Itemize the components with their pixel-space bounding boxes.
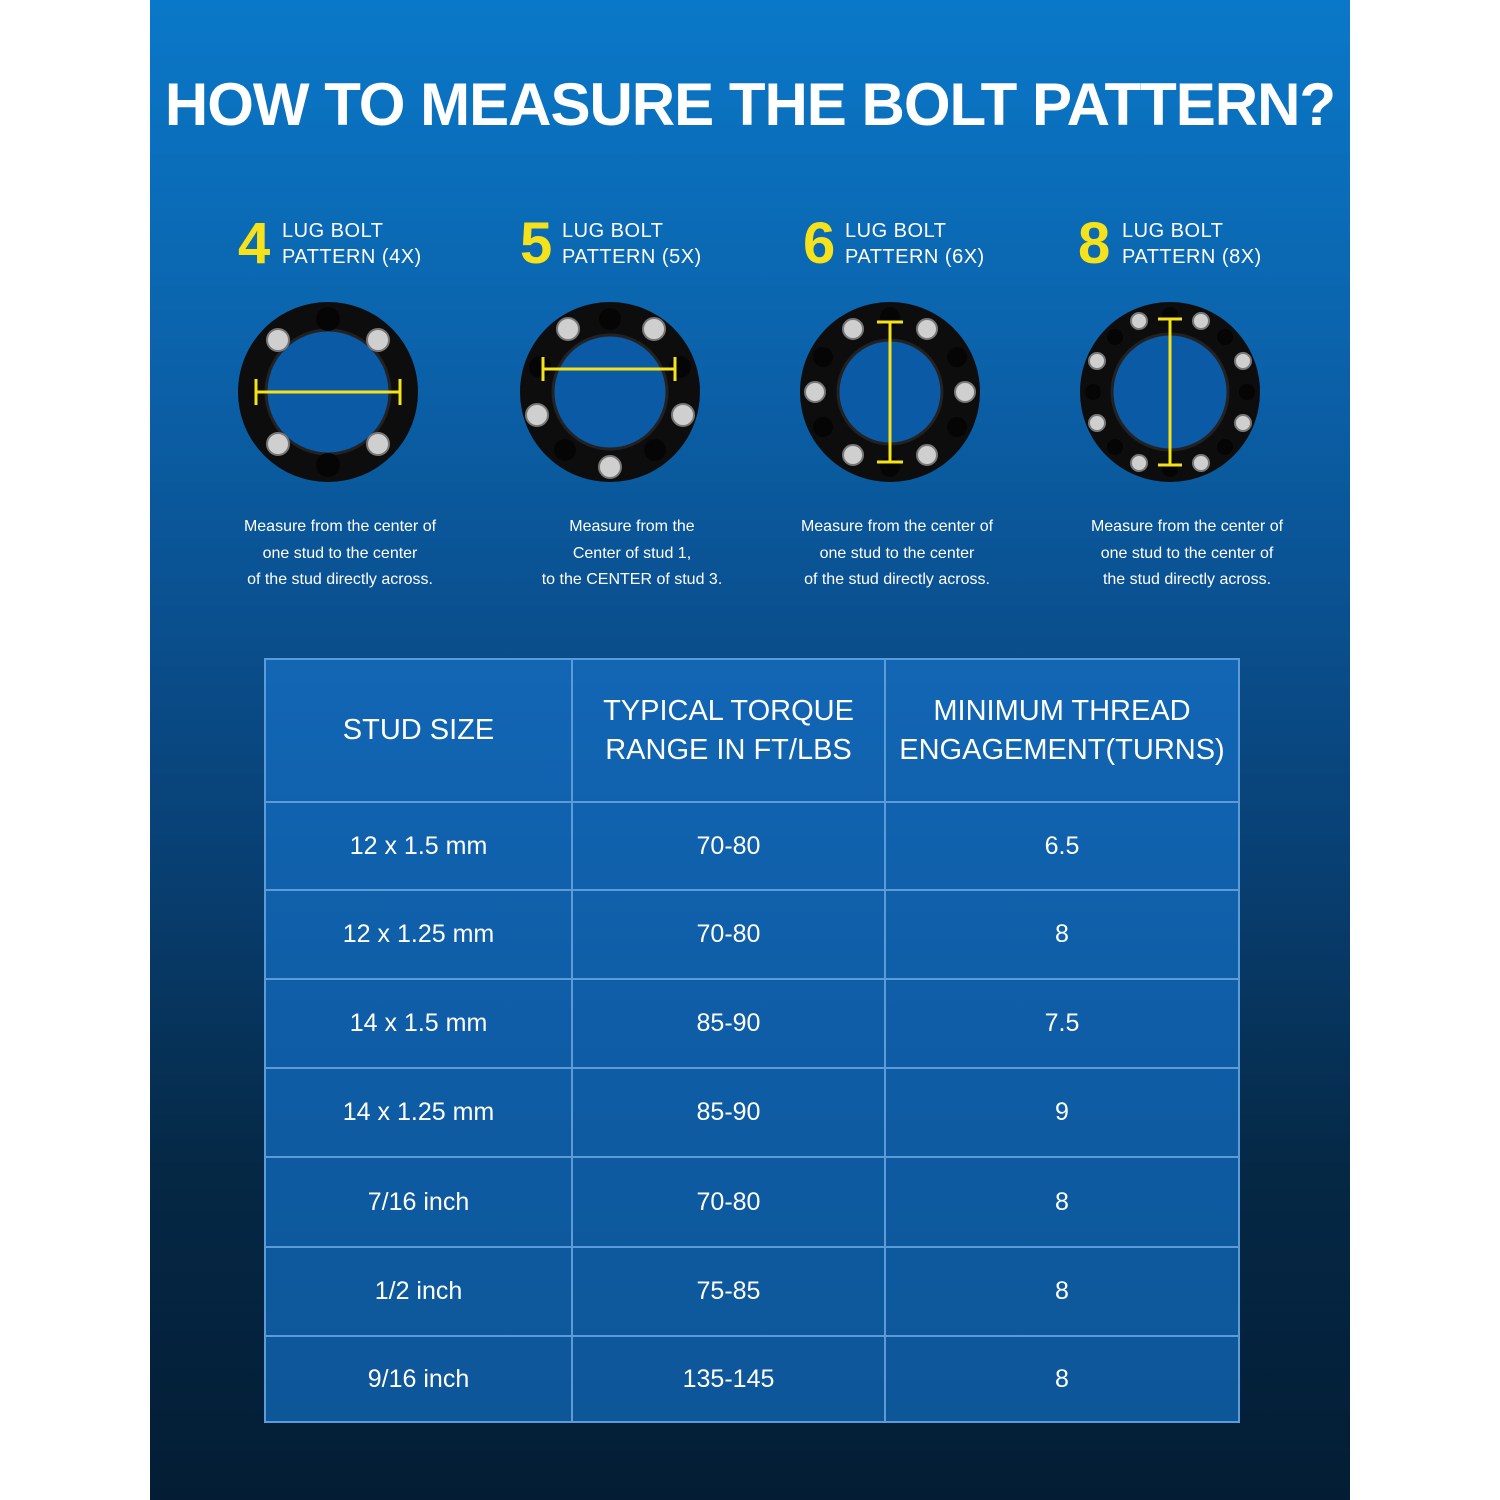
wheel-spacer-5-lug-icon: [515, 297, 705, 487]
pattern-6-lug: [795, 212, 1075, 602]
cell-stud-size: 14 x 1.5 mm: [266, 980, 573, 1067]
pattern-number: 4: [238, 211, 271, 276]
pattern-heading: [512, 212, 792, 282]
pattern-label: [282, 218, 422, 270]
pattern-label: [1122, 218, 1262, 270]
cell-turns: 8: [1055, 1187, 1069, 1216]
pattern-heading: [230, 212, 510, 282]
cell-torque: 70-80: [573, 891, 886, 978]
cell-stud-size: 7/16 inch: [266, 1158, 573, 1246]
wheel-spacer-6-lug-icon: [795, 297, 985, 487]
pattern-4-lug: [230, 212, 510, 602]
pattern-description: Measure from the center of one stud to the center of the stud directly across.: [800, 518, 994, 588]
table-row: [266, 1069, 1238, 1158]
cell-turns: 8: [1055, 920, 1069, 948]
cell-stud-size: 1/2 inch: [266, 1248, 573, 1335]
header-thread-engagement: MINIMUM THREAD ENGAGEMENT(TURNS): [899, 694, 1225, 766]
pattern-heading: [1072, 212, 1350, 282]
table-header-row: [266, 660, 1238, 803]
table-row: [266, 1158, 1238, 1248]
pattern-5-lug: [512, 212, 792, 602]
header-stud-size: STUD SIZE: [266, 660, 573, 801]
cell-turns: 6.5: [1044, 831, 1080, 860]
pattern-number: 6: [803, 211, 836, 276]
stud-torque-table: [264, 658, 1240, 1423]
pattern-label-line2: PATTERN (6X): [845, 246, 985, 268]
pattern-description: Measure from the center of one stud to the center of the stud directly across.: [1090, 518, 1284, 588]
cell-torque: 70-80: [573, 803, 886, 889]
table-row: [266, 980, 1238, 1069]
pattern-label-line1: LUG BOLT: [1122, 220, 1224, 242]
table-row: [266, 1248, 1238, 1337]
cell-torque: 70-80: [573, 1158, 886, 1246]
cell-torque: 75-85: [573, 1248, 886, 1335]
pattern-label-line2: PATTERN (5X): [562, 246, 702, 268]
header-torque-range: TYPICAL TORQUE RANGE IN FT/LBS: [573, 660, 886, 801]
pattern-number: 8: [1078, 211, 1111, 276]
pattern-label: [562, 218, 702, 270]
pattern-heading: [795, 212, 1075, 282]
pattern-description: Measure from the Center of stud 1, to the CENTER of stud 3.: [541, 518, 723, 588]
pattern-number: 5: [520, 211, 553, 276]
cell-torque: 85-90: [573, 1069, 886, 1156]
cell-stud-size: 12 x 1.5 mm: [266, 803, 573, 889]
wheel-spacer-8-lug-icon: [1075, 297, 1265, 487]
pattern-label-line2: PATTERN (8X): [1122, 246, 1262, 268]
pattern-8-lug: [1072, 212, 1350, 602]
wheel-spacer-4-lug-icon: [233, 297, 423, 487]
pattern-label: [845, 218, 985, 270]
cell-turns: 9: [1055, 1098, 1069, 1126]
page-title: HOW TO MEASURE THE BOLT PATTERN?: [164, 71, 1336, 138]
table-row: [266, 1337, 1238, 1421]
pattern-label-line1: LUG BOLT: [562, 220, 664, 242]
cell-torque: 85-90: [573, 980, 886, 1067]
cell-stud-size: 12 x 1.25 mm: [266, 891, 573, 978]
cell-turns: 7.5: [1044, 1009, 1080, 1037]
pattern-label-line1: LUG BOLT: [845, 220, 947, 242]
pattern-label-line2: PATTERN (4X): [282, 246, 422, 268]
table-row: [266, 891, 1238, 980]
cell-turns: 8: [1055, 1277, 1069, 1305]
table-row: [266, 803, 1238, 891]
pattern-description: Measure from the center of one stud to the center of the stud directly across.: [243, 518, 437, 588]
pattern-label-line1: LUG BOLT: [282, 220, 384, 242]
cell-stud-size: 9/16 inch: [266, 1337, 573, 1421]
cell-turns: 8: [1055, 1364, 1069, 1393]
infographic-panel: [150, 0, 1350, 1500]
cell-torque: 135-145: [573, 1337, 886, 1421]
cell-stud-size: 14 x 1.25 mm: [266, 1069, 573, 1156]
